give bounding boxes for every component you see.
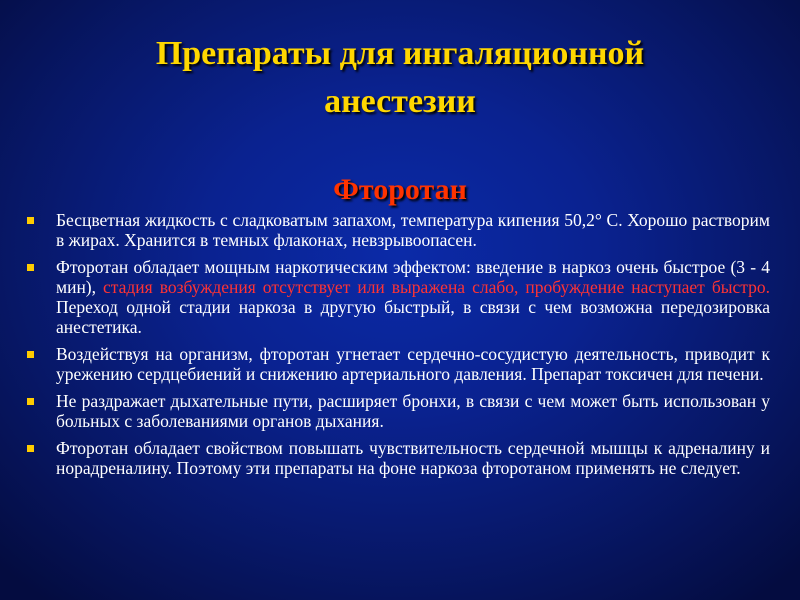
bullet-item-5 [24,438,770,478]
square-bullet-icon [27,398,34,405]
bullet-text: Бесцветная жидкость с сладковатым запахом, температура кипения 50,2° С. Хорошо растворим в жирах. Хранится в темных флаконах, невзрывоопасен. [56,210,770,250]
bullet-item-4 [24,391,770,431]
slide-title [40,30,760,126]
bullet-text-highlight: стадия возбуждения отсутствует или выражена слабо, пробуждение наступает быстро. [103,277,770,297]
bullet-text: Воздействуя на организм, фторотан угнетает сердечно-сосудистую деятельность, приводит к урежению сердцебиений и снижению артериального давления. Препарат токсичен для печени. [56,344,770,384]
square-bullet-icon [27,264,34,271]
bullet-text: Фторотан обладает мощным наркотическим эффектом: введение в наркоз очень быстрое (3 - 4 мин), [56,257,770,297]
bullet-text: Не раздражает дыхательные пути, расширяет бронхи, в связи с чем может быть использован у больных с заболеваниями органов дыхания. [56,391,770,431]
bullet-item-1 [24,210,770,250]
slide-title-line-1: Препараты для ингаляционной [155,35,645,72]
slide-subtitle: Фторотан [333,173,467,206]
slide-title-line-2: анестезии [324,83,476,120]
square-bullet-icon [27,351,34,358]
square-bullet-icon [27,217,34,224]
bullet-text: Переход одной стадии наркоза в другую быстрый, в связи с чем возможна передозировка анестетика. [56,297,770,337]
square-bullet-icon [27,445,34,452]
bullet-text: Фторотан обладает свойством повышать чувствительность сердечной мышцы к адреналину и норадреналину. Поэтому эти препараты на фоне наркоза фторотаном применять не следует. [56,438,770,478]
bullet-list [24,210,770,485]
bullet-item-3 [24,344,770,384]
bullet-item-2 [24,257,770,337]
